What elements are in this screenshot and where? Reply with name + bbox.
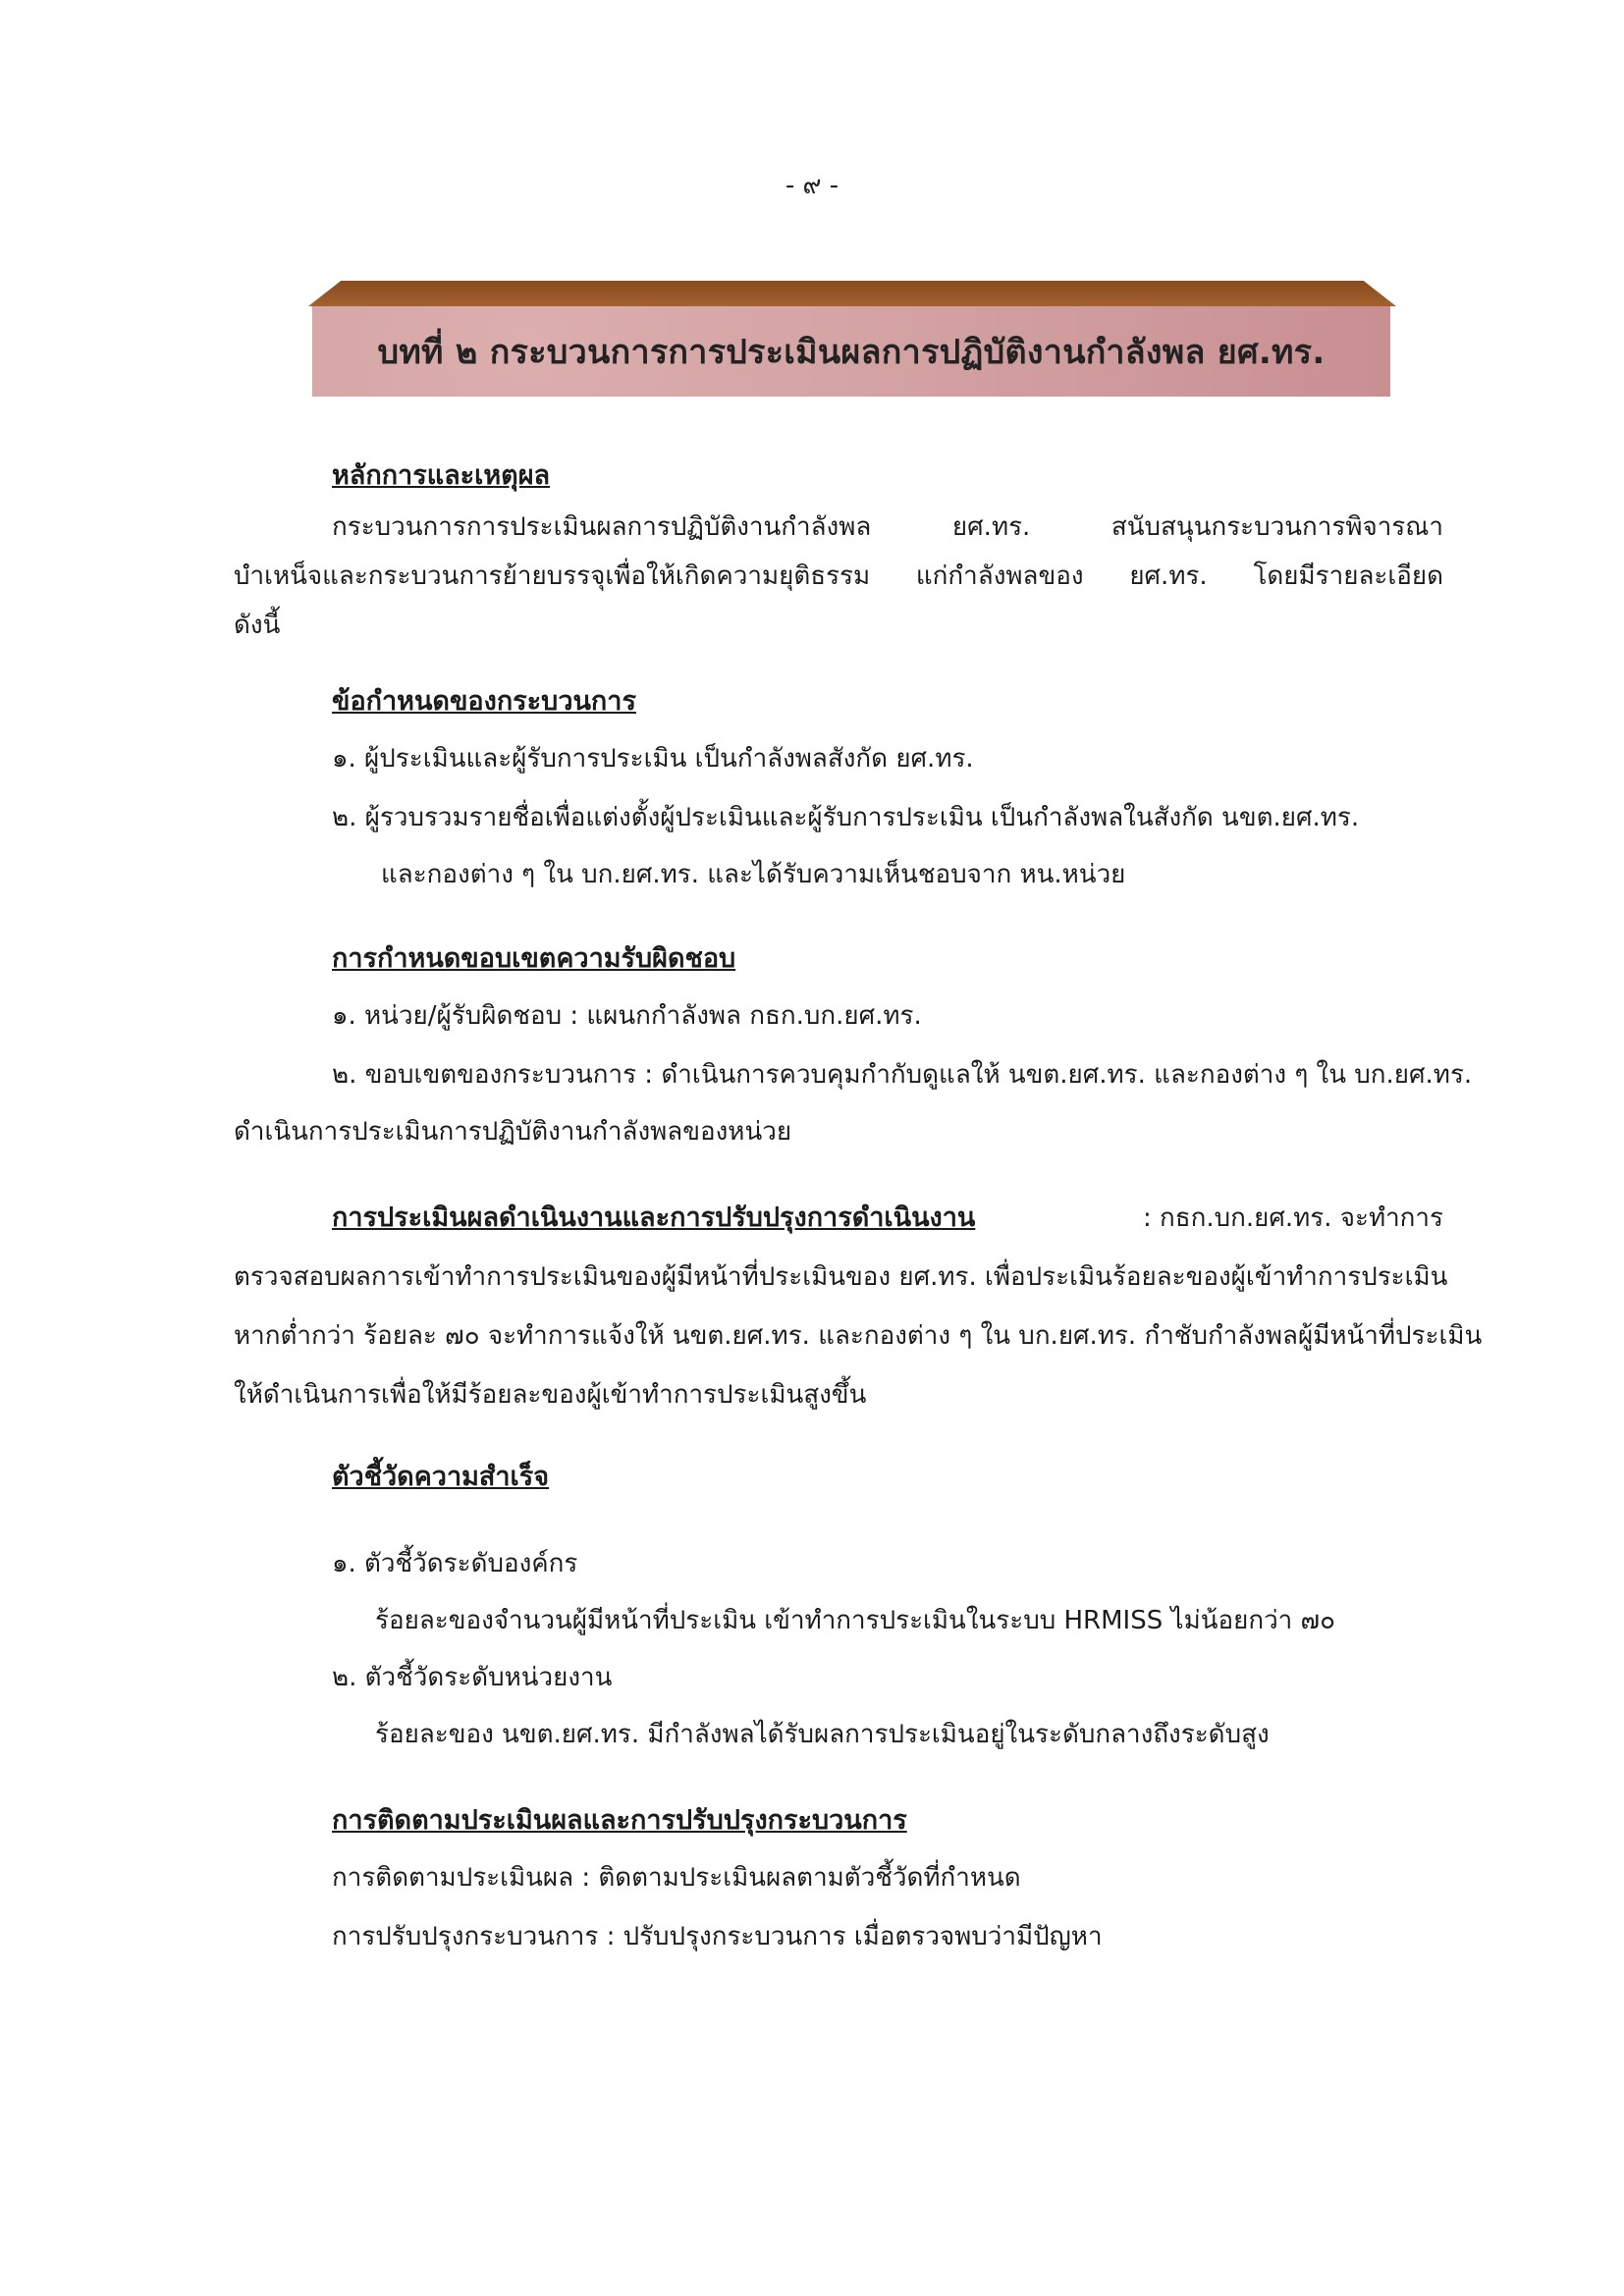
title-banner-top-edge	[308, 281, 1396, 306]
principles-line: กระบวนการการประเมินผลการปฏิบัติงานกำลังพล ยศ.ทร. สนับสนุนกระบวนการพิจารณา	[332, 512, 1443, 542]
requirements-item-cont: และกองต่าง ๆ ใน บก.ยศ.ทร. และได้รับความเห็นชอบจาก หน.หน่วย	[381, 860, 1126, 889]
indicators-detail: ร้อยละของจำนวนผู้มีหน้าที่ประเมิน เข้าทำการประเมินในระบบ HRMISS ไม่น้อยกว่า ๗๐	[375, 1606, 1335, 1635]
monitoring-heading: การติดตามประเมินผลและการปรับปรุงกระบวนการ	[332, 1805, 907, 1836]
evaluation-line: หากต่ำกว่า ร้อยละ ๗๐ จะทำการแจ้งให้ นขต.ยศ.ทร. และกองต่าง ๆ ใน บก.ยศ.ทร. กำชับกำลังพลผู้มีหน้าที่ประเมิน	[234, 1321, 1483, 1351]
principles-line: ดังนี้	[234, 611, 281, 640]
monitoring-line: การปรับปรุงกระบวนการ : ปรับปรุงกระบวนการ เมื่อตรวจพบว่ามีปัญหา	[332, 1922, 1103, 1951]
requirements-heading: ข้อกำหนดของกระบวนการ	[332, 686, 636, 717]
responsibility-item-cont: ดำเนินการประเมินการปฏิบัติงานกำลังพลของหน่วย	[234, 1117, 792, 1147]
indicators-heading: ตัวชี้วัดความสำเร็จ	[332, 1462, 550, 1492]
evaluation-line: ให้ดำเนินการเพื่อให้มีร้อยละของผู้เข้าทำการประเมินสูงขึ้น	[234, 1380, 867, 1410]
requirements-item: ๑. ผู้ประเมินและผู้รับการประเมิน เป็นกำลังพลสังกัด ยศ.ทร.	[332, 744, 974, 774]
indicators-item: ๑. ตัวชี้วัดระดับองค์กร	[332, 1549, 578, 1578]
requirements-item: ๒. ผู้รวบรวมรายชื่อเพื่อแต่งตั้งผู้ประเมินและผู้รับการประเมิน เป็นกำลังพลในสังกัด นขต.ยศ.ทร.	[332, 803, 1360, 832]
indicators-item: ๒. ตัวชี้วัดระดับหน่วยงาน	[332, 1663, 613, 1692]
principles-heading: หลักการและเหตุผล	[332, 460, 551, 491]
monitoring-line: การติดตามประเมินผล : ติดตามประเมินผลตามตัวชี้วัดที่กำหนด	[332, 1863, 1021, 1893]
page-number: - ๙ -	[785, 171, 839, 200]
principles-line: บำเหน็จและกระบวนการย้ายบรรจุเพื่อให้เกิดความยุติธรรม แก่กำลังพลของ ยศ.ทร. โดยมีรายละเอียด	[234, 561, 1443, 591]
title-banner	[312, 306, 1390, 397]
responsibility-item: ๒. ขอบเขตของกระบวนการ : ดำเนินการควบคุมกำกับดูแลให้ นขต.ยศ.ทร. และกองต่าง ๆ ใน บก.ยศ.ทร.	[332, 1060, 1473, 1090]
responsibility-heading: การกำหนดขอบเขตความรับผิดชอบ	[332, 943, 736, 974]
chapter-title: บทที่ ๒ กระบวนการการประเมินผลการปฏิบัติงานกำลังพล ยศ.ทร.	[377, 333, 1326, 372]
evaluation-first-line-rest: : กธก.บก.ยศ.ทร. จะทำการ	[1142, 1203, 1443, 1233]
evaluation-heading: การประเมินผลดำเนินงานและการปรับปรุงการดำเนินงาน	[332, 1202, 976, 1233]
responsibility-item: ๑. หน่วย/ผู้รับผิดชอบ : แผนกกำลังพล กธก.บก.ยศ.ทร.	[332, 1001, 922, 1031]
evaluation-line: ตรวจสอบผลการเข้าทำการประเมินของผู้มีหน้าที่ประเมินของ ยศ.ทร. เพื่อประเมินร้อยละของผู้เข้าทำการประเมิน	[234, 1262, 1448, 1292]
indicators-detail: ร้อยละของ นขต.ยศ.ทร. มีกำลังพลได้รับผลการประเมินอยู่ในระดับกลางถึงระดับสูง	[375, 1720, 1270, 1749]
